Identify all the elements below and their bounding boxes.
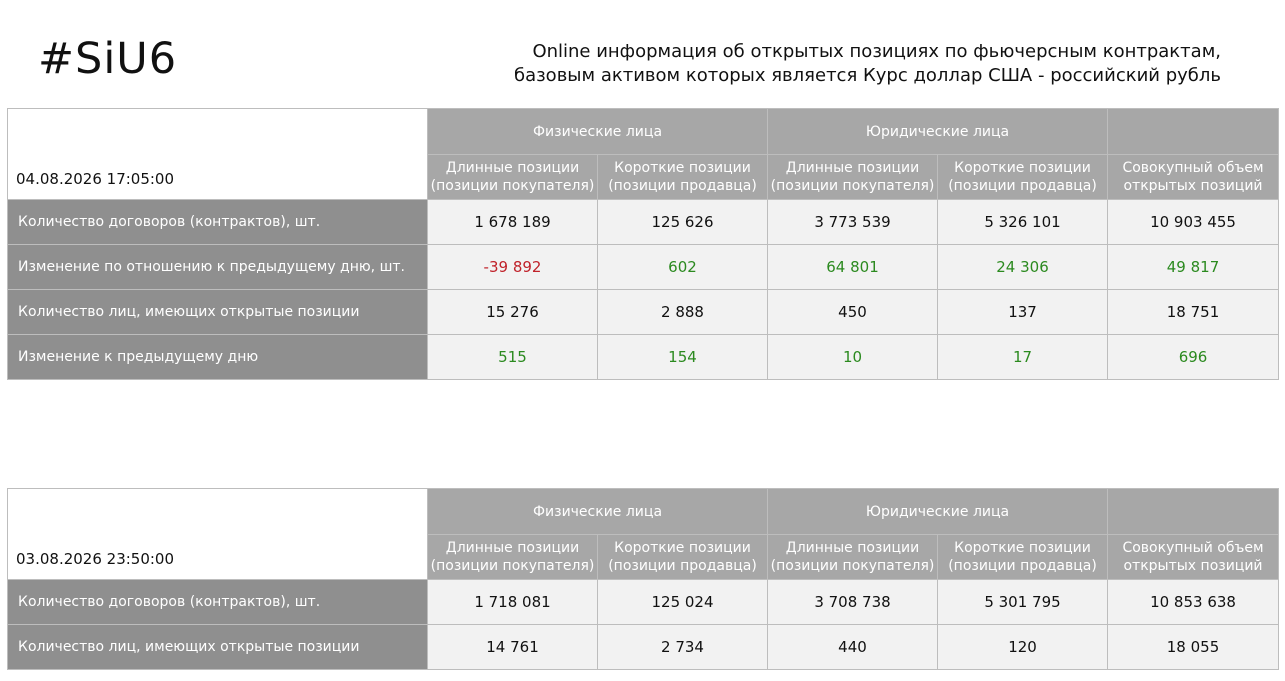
table-cell: 24 306 (938, 245, 1108, 290)
col-header-text: Короткие позиции (614, 160, 751, 176)
table-row (8, 335, 1279, 380)
table-cell: 49 817 (1108, 245, 1279, 290)
table-cell: 1 678 189 (428, 200, 598, 245)
col-header-long (768, 155, 938, 200)
table-cell: 1 718 081 (428, 580, 598, 625)
table-cell: 64 801 (768, 245, 938, 290)
col-header-text: Длинные позиции (445, 540, 580, 556)
col-header-text: Короткие позиции (954, 540, 1091, 556)
table-cell: 10 (768, 335, 938, 380)
table-cell: 125 024 (598, 580, 768, 625)
table-row (8, 200, 1279, 245)
col-header-text: Длинные позиции (785, 160, 920, 176)
heading-line-1: Online информация об открытых позициях по фьючерсным контрактам, (532, 41, 1221, 62)
group-header-legal: Юридические лица (768, 489, 1108, 535)
table-cell: 137 (938, 290, 1108, 335)
row-label: Количество договоров (контрактов), шт. (8, 580, 428, 625)
group-header-empty (1108, 109, 1279, 155)
col-header-long (428, 535, 598, 580)
table-cell: 5 301 795 (938, 580, 1108, 625)
group-header-legal: Юридические лица (768, 109, 1108, 155)
col-header-subtext: (позиции продавца) (948, 558, 1097, 574)
col-header-subtext: открытых позиций (1123, 178, 1263, 194)
col-header-text: Совокупный объем (1122, 160, 1264, 176)
col-header-subtext: открытых позиций (1123, 558, 1263, 574)
table-cell: 10 903 455 (1108, 200, 1279, 245)
col-header-long (428, 155, 598, 200)
col-header-total (1108, 535, 1279, 580)
table-row (8, 625, 1279, 670)
col-header-text: Длинные позиции (445, 160, 580, 176)
table-cell: 2 734 (598, 625, 768, 670)
table-cell: 18 751 (1108, 290, 1279, 335)
col-header-short (598, 535, 768, 580)
group-header-empty (1108, 489, 1279, 535)
row-label: Изменение к предыдущему дню (8, 335, 428, 380)
timestamp: 03.08.2026 23:50:00 (8, 489, 428, 580)
row-label: Изменение по отношению к предыдущему дню, шт. (8, 245, 428, 290)
table-row (8, 290, 1279, 335)
table-cell: 10 853 638 (1108, 580, 1279, 625)
table-row (8, 245, 1279, 290)
table-cell: 17 (938, 335, 1108, 380)
col-header-subtext: (позиции покупателя) (430, 558, 595, 574)
col-header-text: Короткие позиции (954, 160, 1091, 176)
col-header-subtext: (позиции покупателя) (430, 178, 595, 194)
table-cell: 440 (768, 625, 938, 670)
table-cell: 696 (1108, 335, 1279, 380)
col-header-short (938, 155, 1108, 200)
ticker-title: #SiU6 (38, 34, 178, 84)
group-header-individuals: Физические лица (428, 109, 768, 155)
page-heading (514, 40, 1221, 88)
table-cell: 15 276 (428, 290, 598, 335)
table-cell: 602 (598, 245, 768, 290)
col-header-short (598, 155, 768, 200)
col-header-subtext: (позиции покупателя) (770, 558, 935, 574)
table-cell: 2 888 (598, 290, 768, 335)
table-cell: -39 892 (428, 245, 598, 290)
table-cell: 14 761 (428, 625, 598, 670)
heading-line-2: базовым активом которых является Курс доллар США - российский рубль (513, 65, 1221, 86)
table-cell: 154 (598, 335, 768, 380)
table-cell: 515 (428, 335, 598, 380)
timestamp: 04.08.2026 17:05:00 (8, 109, 428, 200)
col-header-text: Совокупный объем (1122, 540, 1264, 556)
col-header-text: Короткие позиции (614, 540, 751, 556)
col-header-subtext: (позиции продавца) (608, 178, 757, 194)
row-label: Количество лиц, имеющих открытые позиции (8, 625, 428, 670)
col-header-subtext: (позиции продавца) (608, 558, 757, 574)
table-cell: 18 055 (1108, 625, 1279, 670)
table-cell: 3 773 539 (768, 200, 938, 245)
table-cell: 450 (768, 290, 938, 335)
row-label: Количество договоров (контрактов), шт. (8, 200, 428, 245)
col-header-short (938, 535, 1108, 580)
table-cell: 120 (938, 625, 1108, 670)
col-header-long (768, 535, 938, 580)
col-header-total (1108, 155, 1279, 200)
table-cell: 5 326 101 (938, 200, 1108, 245)
positions-table-previous (7, 488, 1279, 670)
table-cell: 125 626 (598, 200, 768, 245)
row-label: Количество лиц, имеющих открытые позиции (8, 290, 428, 335)
col-header-text: Длинные позиции (785, 540, 920, 556)
group-header-individuals: Физические лица (428, 489, 768, 535)
table-cell: 3 708 738 (768, 580, 938, 625)
table-row (8, 580, 1279, 625)
col-header-subtext: (позиции покупателя) (770, 178, 935, 194)
col-header-subtext: (позиции продавца) (948, 178, 1097, 194)
positions-table-current (7, 108, 1279, 380)
